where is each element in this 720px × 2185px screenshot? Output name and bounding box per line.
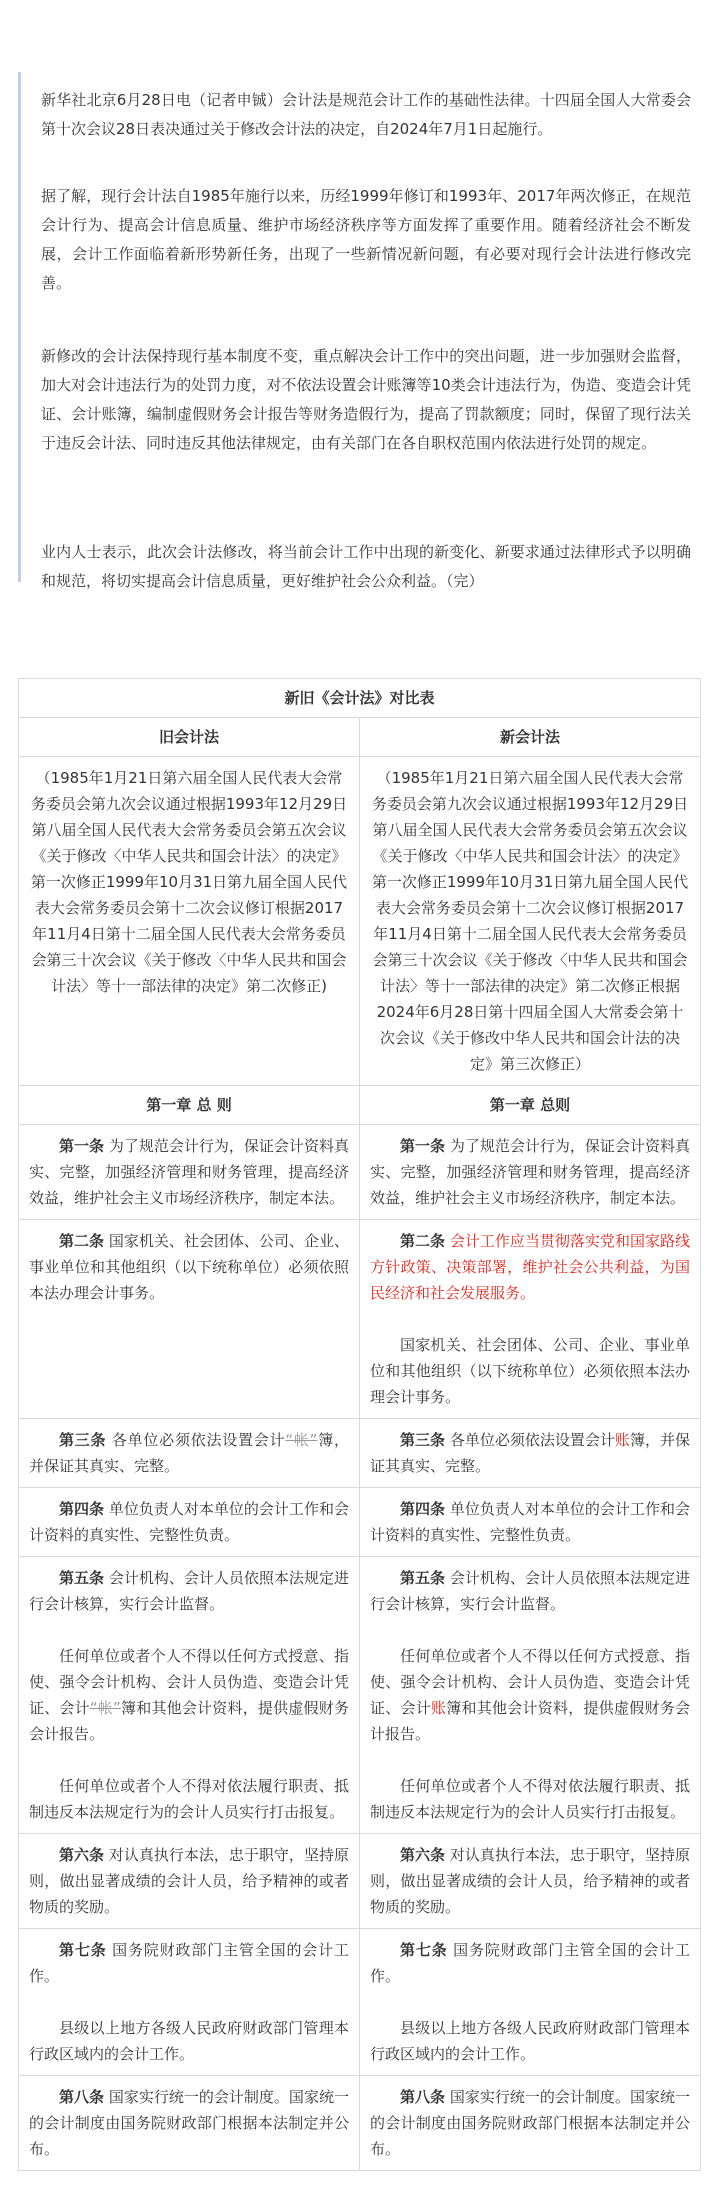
article-text: 会计机构、会计人员依照本法规定进行会计核算，实行会计监督。 xyxy=(370,1569,690,1613)
comparison-table-wrapper xyxy=(18,678,700,2171)
added-text: 会计工作应当贯彻落实党和国家路线方针政策、决策部署，维护社会公共利益，为国民经济和社会发展服务。 xyxy=(370,1232,691,1302)
article-text: 国务院财政部门主管全国的会计工作。 xyxy=(370,1941,690,1985)
preamble-new: （1985年1月21日第六届全国人民代表大会常务委员会第九次会议通过根据1993年12月29日第八届全国人民代表大会常务委员会第五次会议《关于修改〈中华人民共和国会计法〉的决定》第一次修正1999年10月31日第九届全国人民代表大会常务委员会第十二次会议修订根据2017年11月4日第十二届全国人民代表大会常务委员会第三十次会议《关于修改〈中华人民共和国会计法〉等十一部法律的决定》第二次修正根据2024年6月28日第十四届全国人大常委会第十次会议《关于修改中华人民共和国会计法的决定》第三次修正） xyxy=(360,757,701,1086)
article-paragraph-4: 业内人士表示，此次会计法修改，将当前会计工作中出现的新变化、新要求通过法律形式予以明确和规范，将切实提高会计信息质量，更好维护社会公众利益。（完） xyxy=(41,543,691,590)
article-1-old xyxy=(19,1125,360,1220)
article-2-new xyxy=(360,1220,701,1419)
preamble-old: （1985年1月21日第六届全国人民代表大会常务委员会第九次会议通过根据1993年12月29日第八届全国人民代表大会常务委员会第五次会议《关于修改〈中华人民共和国会计法〉的决定》第一次修正1999年10月31日第九届全国人民代表大会常务委员会第十二次会议修订根据2017年11月4日第十二届全国人民代表大会常务委员会第三十次会议《关于修改〈中华人民共和国会计法〉等十一部法律的决定》第二次修正) xyxy=(19,757,360,1086)
article-text: 簿，并保证其真实、完整。 xyxy=(29,1431,349,1475)
article-3-old xyxy=(19,1419,360,1488)
table-title: 新旧《会计法》对比表 xyxy=(19,679,701,718)
news-article xyxy=(18,72,698,590)
article-number: 第三条 xyxy=(400,1431,446,1449)
article-number: 第三条 xyxy=(59,1431,107,1449)
article-8-old xyxy=(19,2076,360,2171)
article-text: 国家机关、社会团体、公司、企业、事业单位和其他组织（以下统称单位）必须依照本法办理会计事务。 xyxy=(370,1336,691,1406)
comparison-table xyxy=(18,678,701,2171)
article-8-new xyxy=(360,2076,701,2171)
article-number: 第四条 xyxy=(59,1500,105,1518)
article-7-new xyxy=(360,1929,701,2076)
chapter-heading-old: 第一章 总 则 xyxy=(19,1086,360,1125)
table-row xyxy=(19,1929,701,2076)
article-number: 第二条 xyxy=(59,1232,105,1250)
column-header-old: 旧会计法 xyxy=(19,718,360,757)
deleted-text: “帐” xyxy=(285,1431,318,1449)
article-7-old xyxy=(19,1929,360,2076)
article-number: 第七条 xyxy=(400,1941,448,1959)
article-text: 任何单位或者个人不得以任何方式授意、指使、强令会计机构、会计人员伪造、变造会计凭证、会计 xyxy=(29,1647,349,1717)
article-text: 国家机关、社会团体、公司、企业、事业单位和其他组织（以下统称单位）必须依照本法办理会计事务。 xyxy=(29,1232,349,1302)
article-paragraph-2: 据了解，现行会计法自1985年施行以来，历经1999年修订和1993年、2017年两次修正，在规范会计行为、提高会计信息质量、维护市场经济秩序等方面发挥了重要作用。随着经济社会不断发展，会计工作面临着新形势新任务，出现了一些新情况新问题，有必要对现行会计法进行修改完善。 xyxy=(41,187,691,292)
article-text: 为了规范会计行为，保证会计资料真实、完整，加强经济管理和财务管理，提高经济效益，维护社会主义市场经济秩序，制定本法。 xyxy=(29,1137,349,1207)
table-row xyxy=(19,1125,701,1220)
article-text: 国家实行统一的会计制度。国家统一的会计制度由国务院财政部门根据本法制定并公布。 xyxy=(370,2088,691,2158)
article-text: 各单位必须依法设置会计 xyxy=(449,1431,615,1449)
table-row xyxy=(19,2076,701,2171)
article-number: 第一条 xyxy=(59,1137,105,1155)
article-text: 对认真执行本法，忠于职守，坚持原则，做出显著成绩的会计人员，给予精神的或者物质的奖励。 xyxy=(29,1846,349,1916)
article-text: 国务院财政部门主管全国的会计工作。 xyxy=(29,1941,349,1985)
article-text: 任何单位或者个人不得对依法履行职责、抵制违反本法规定行为的会计人员实行打击报复。 xyxy=(370,1777,691,1821)
article-text: 各单位必须依法设置会计 xyxy=(111,1431,286,1449)
column-header-new: 新会计法 xyxy=(360,718,701,757)
table-row xyxy=(19,1220,701,1419)
article-4-new xyxy=(360,1488,701,1557)
article-number: 第二条 xyxy=(400,1232,446,1250)
article-number: 第六条 xyxy=(59,1846,105,1864)
article-number: 第八条 xyxy=(59,2088,105,2106)
article-text: 单位负责人对本单位的会计工作和会计资料的真实性、完整性负责。 xyxy=(370,1500,690,1544)
article-text: 对认真执行本法，忠于职守，坚持原则，做出显著成绩的会计人员，给予精神的或者物质的奖励。 xyxy=(370,1846,691,1916)
chapter-heading-new: 第一章 总则 xyxy=(360,1086,701,1125)
article-4-old xyxy=(19,1488,360,1557)
article-text: 县级以上地方各级人民政府财政部门管理本行政区域内的会计工作。 xyxy=(29,2019,349,2063)
article-number: 第五条 xyxy=(400,1569,446,1587)
table-row xyxy=(19,757,701,1086)
article-number: 第六条 xyxy=(400,1846,446,1864)
article-number: 第一条 xyxy=(400,1137,446,1155)
article-text: 簿，并保证其真实、完整。 xyxy=(370,1431,690,1475)
article-number: 第四条 xyxy=(400,1500,446,1518)
deleted-text: “帐” xyxy=(89,1699,121,1717)
article-number: 第七条 xyxy=(59,1941,107,1959)
article-text: 簿和其他会计资料，提供虚假财务会计报告。 xyxy=(370,1699,690,1743)
added-text: 账 xyxy=(614,1431,630,1449)
article-5-new xyxy=(360,1557,701,1834)
article-text: 任何单位或者个人不得对依法履行职责、抵制违反本法规定行为的会计人员实行打击报复。 xyxy=(29,1777,349,1821)
table-row xyxy=(19,1419,701,1488)
article-text: 簿和其他会计资料，提供虚假财务会计报告。 xyxy=(29,1699,349,1743)
article-2-old xyxy=(19,1220,360,1419)
added-text: 账 xyxy=(431,1699,447,1717)
table-row xyxy=(19,1086,701,1125)
article-text: 会计机构、会计人员依照本法规定进行会计核算，实行会计监督。 xyxy=(29,1569,349,1613)
article-1-new xyxy=(360,1125,701,1220)
article-3-new xyxy=(360,1419,701,1488)
article-text: 为了规范会计行为，保证会计资料真实、完整，加强经济管理和财务管理，提高经济效益，维护社会主义市场经济秩序，制定本法。 xyxy=(370,1137,691,1207)
article-text: 任何单位或者个人不得以任何方式授意、指使、强令会计机构、会计人员伪造、变造会计凭证、会计 xyxy=(370,1647,691,1717)
article-paragraph-1: 新华社北京6月28日电（记者申铖）会计法是规范会计工作的基础性法律。十四届全国人大常委会第十次会议28日表决通过关于修改会计法的决定，自2024年7月1日起施行。 xyxy=(41,91,691,138)
article-paragraph-3: 新修改的会计法保持现行基本制度不变，重点解决会计工作中的突出问题，进一步加强财会监督，加大对会计违法行为的处罚力度，对不依法设置会计账簿等10类会计违法行为，伪造、变造会计凭证、会计账簿，编制虚假财务会计报告等财务造假行为，提高了罚款额度；同时，保留了现行法关于违反会计法、同时违反其他法律规定，由有关部门在各自职权范围内依法进行处罚的规定。 xyxy=(41,347,691,452)
article-6-new xyxy=(360,1834,701,1929)
article-5-old xyxy=(19,1557,360,1834)
article-6-old xyxy=(19,1834,360,1929)
article-number: 第八条 xyxy=(400,2088,446,2106)
table-row xyxy=(19,1557,701,1834)
table-row xyxy=(19,1488,701,1557)
article-text: 国家实行统一的会计制度。国家统一的会计制度由国务院财政部门根据本法制定并公布。 xyxy=(29,2088,349,2158)
article-number: 第五条 xyxy=(59,1569,105,1587)
article-text: 单位负责人对本单位的会计工作和会计资料的真实性、完整性负责。 xyxy=(29,1500,349,1544)
article-text: 县级以上地方各级人民政府财政部门管理本行政区域内的会计工作。 xyxy=(370,2019,691,2063)
table-row xyxy=(19,1834,701,1929)
